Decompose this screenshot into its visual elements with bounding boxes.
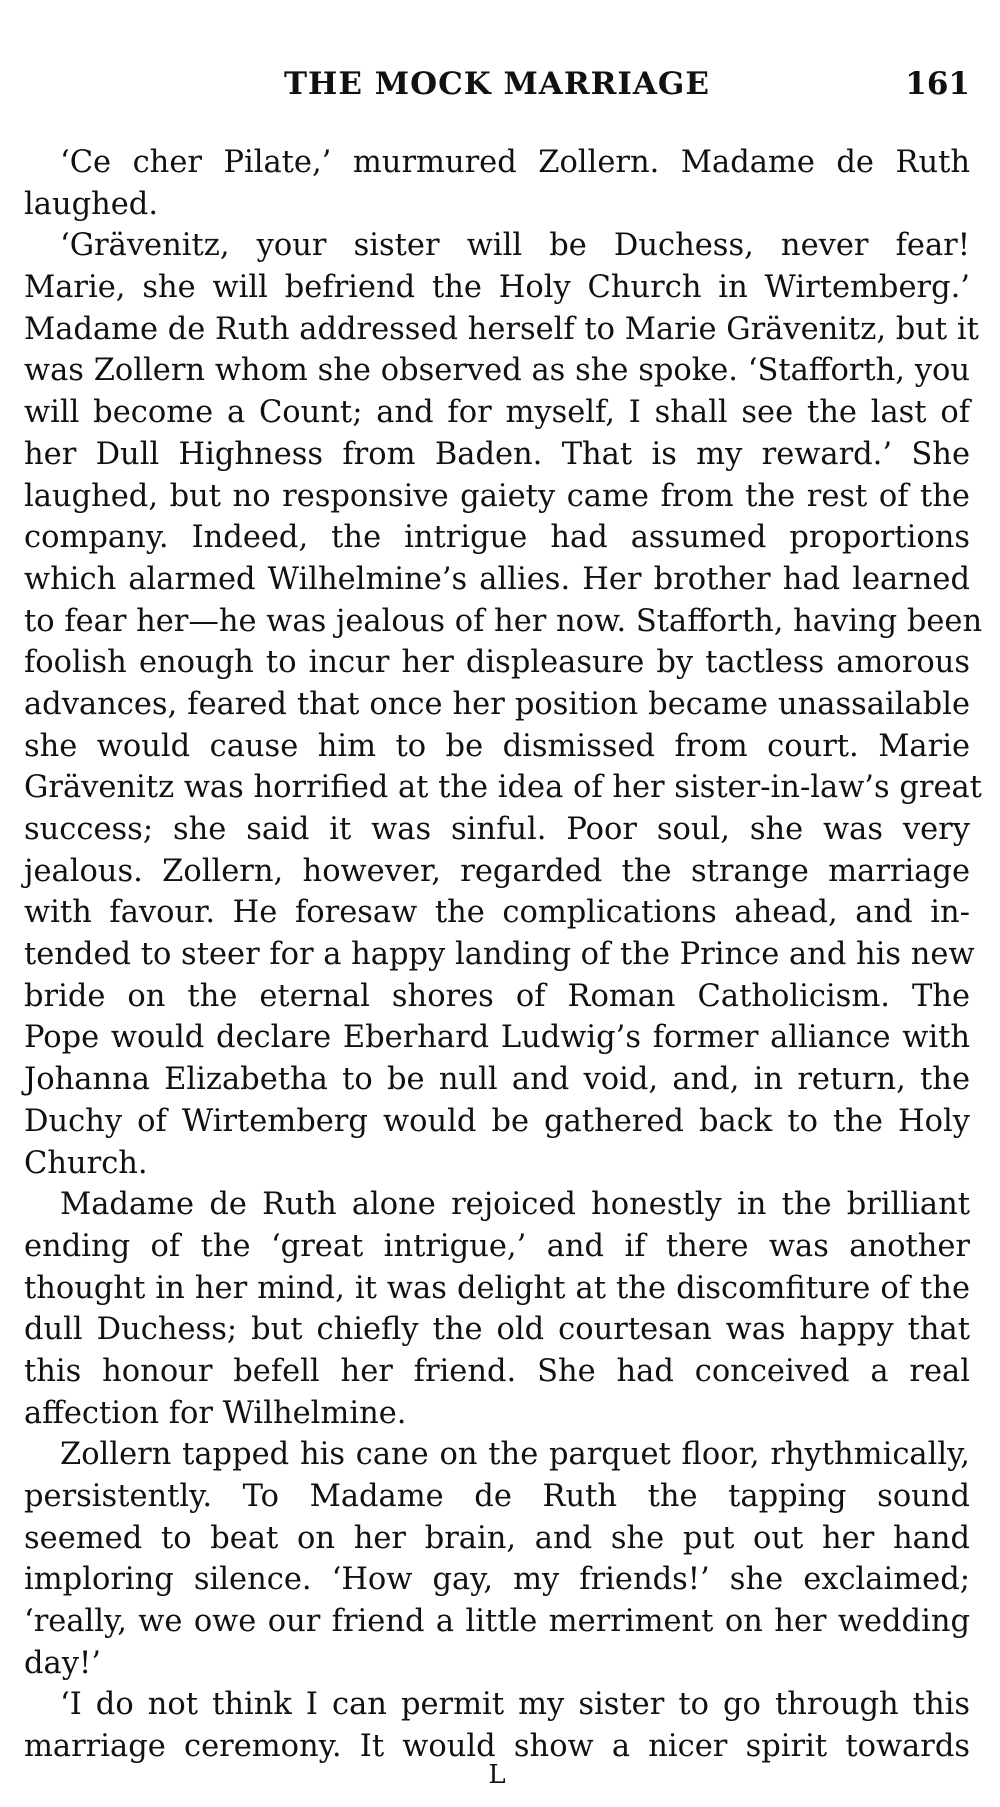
text-line: this honour befell her friend. She had conceived a real — [24, 1353, 970, 1389]
text-line: which alarmed Wilhelmine’s allies. Her brother had learned — [24, 561, 970, 597]
text-line: success; she said it was sinful. Poor soul, she was very — [24, 812, 970, 847]
text-line: advances, feared that once her position became unassailable — [24, 686, 970, 722]
text-line: jealous. Zollern, however, regarded the strange marriage — [24, 853, 970, 889]
running-title: THE MOCK MARRIAGE — [283, 66, 711, 102]
text-line: Grävenitz was horrified at the idea of her sister-in-law’s great — [24, 770, 982, 806]
text-line: foolish enough to incur her displeasure by tactless amorous — [24, 645, 970, 681]
text-line: ending of the ‘great intrigue,’ and if there was another — [24, 1228, 970, 1264]
running-head — [24, 66, 970, 106]
text-line: day!’ — [24, 1645, 101, 1681]
text-line: Marie, she will befriend the Holy Church in Wirtemberg.’ — [24, 270, 970, 306]
text-line: Madame de Ruth alone rejoiced honestly in the brilliant — [60, 1187, 970, 1223]
text-line: Duchy of Wirtemberg would be gathered back to the Holy — [24, 1103, 970, 1139]
text-line: bride on the eternal shores of Roman Catholicism. The — [24, 978, 970, 1014]
text-line: marriage ceremony. It would show a nicer spirit towards — [24, 1729, 970, 1765]
text-line: was Zollern whom she observed as she spoke. ‘Stafforth, you — [24, 353, 970, 389]
text-line: tended to steer for a happy landing of the Prince and his new — [24, 937, 975, 973]
text-line: laughed. — [24, 186, 159, 222]
book-page — [24, 0, 983, 1807]
text-line: company. Indeed, the intrigue had assumed proportions — [24, 520, 970, 556]
text-line: ‘Ce cher Pilate,’ murmured Zollern. Madame de Ruth — [60, 145, 970, 180]
text-line: Zollern tapped his cane on the parquet floor, rhythmically, — [60, 1437, 970, 1473]
text-line: dull Duchess; but chiefly the old courtesan was happy that — [24, 1312, 970, 1348]
text-line: Church. — [24, 1145, 148, 1181]
text-line: imploring silence. ‘How gay, my friends!’ she exclaimed; — [24, 1562, 970, 1598]
page-number: 161 — [905, 66, 970, 102]
text-line: affection for Wilhelmine. — [24, 1395, 407, 1431]
text-line: Pope would declare Eberhard Ludwig’s former alliance with — [24, 1020, 970, 1056]
text-line: ‘I do not think I can permit my sister to go through this — [60, 1687, 970, 1723]
text-line: persistently. To Madame de Ruth the tapping sound — [24, 1479, 970, 1514]
text-line: ‘really, we owe our friend a little merriment on her wedding — [24, 1604, 970, 1640]
body-text — [24, 142, 983, 1768]
text-line: her Dull Highness from Baden. That is my reward.’ She — [24, 436, 970, 472]
text-line: to fear her—he was jealous of her now. Stafforth, having been — [24, 603, 983, 639]
text-line: she would cause him to be dismissed from court. Marie — [24, 728, 970, 764]
signature-mark: L — [488, 1760, 506, 1790]
text-line: seemed to beat on her brain, and she put out her hand — [24, 1520, 970, 1556]
text-line: laughed, but no responsive gaiety came from the rest of the — [24, 478, 970, 514]
text-line: ‘Grävenitz, your sister will be Duchess, never fear! — [60, 228, 970, 264]
text-line: thought in her mind, it was delight at the discomfiture of the — [24, 1270, 970, 1306]
text-line: Madame de Ruth addressed herself to Marie Grävenitz, but it — [24, 311, 979, 347]
text-line: will become a Count; and for myself, I shall see the last of — [24, 395, 970, 431]
text-line: with favour. He foresaw the complications ahead, and in- — [24, 895, 970, 931]
text-line: Johanna Elizabetha to be null and void, and, in return, the — [24, 1062, 970, 1098]
